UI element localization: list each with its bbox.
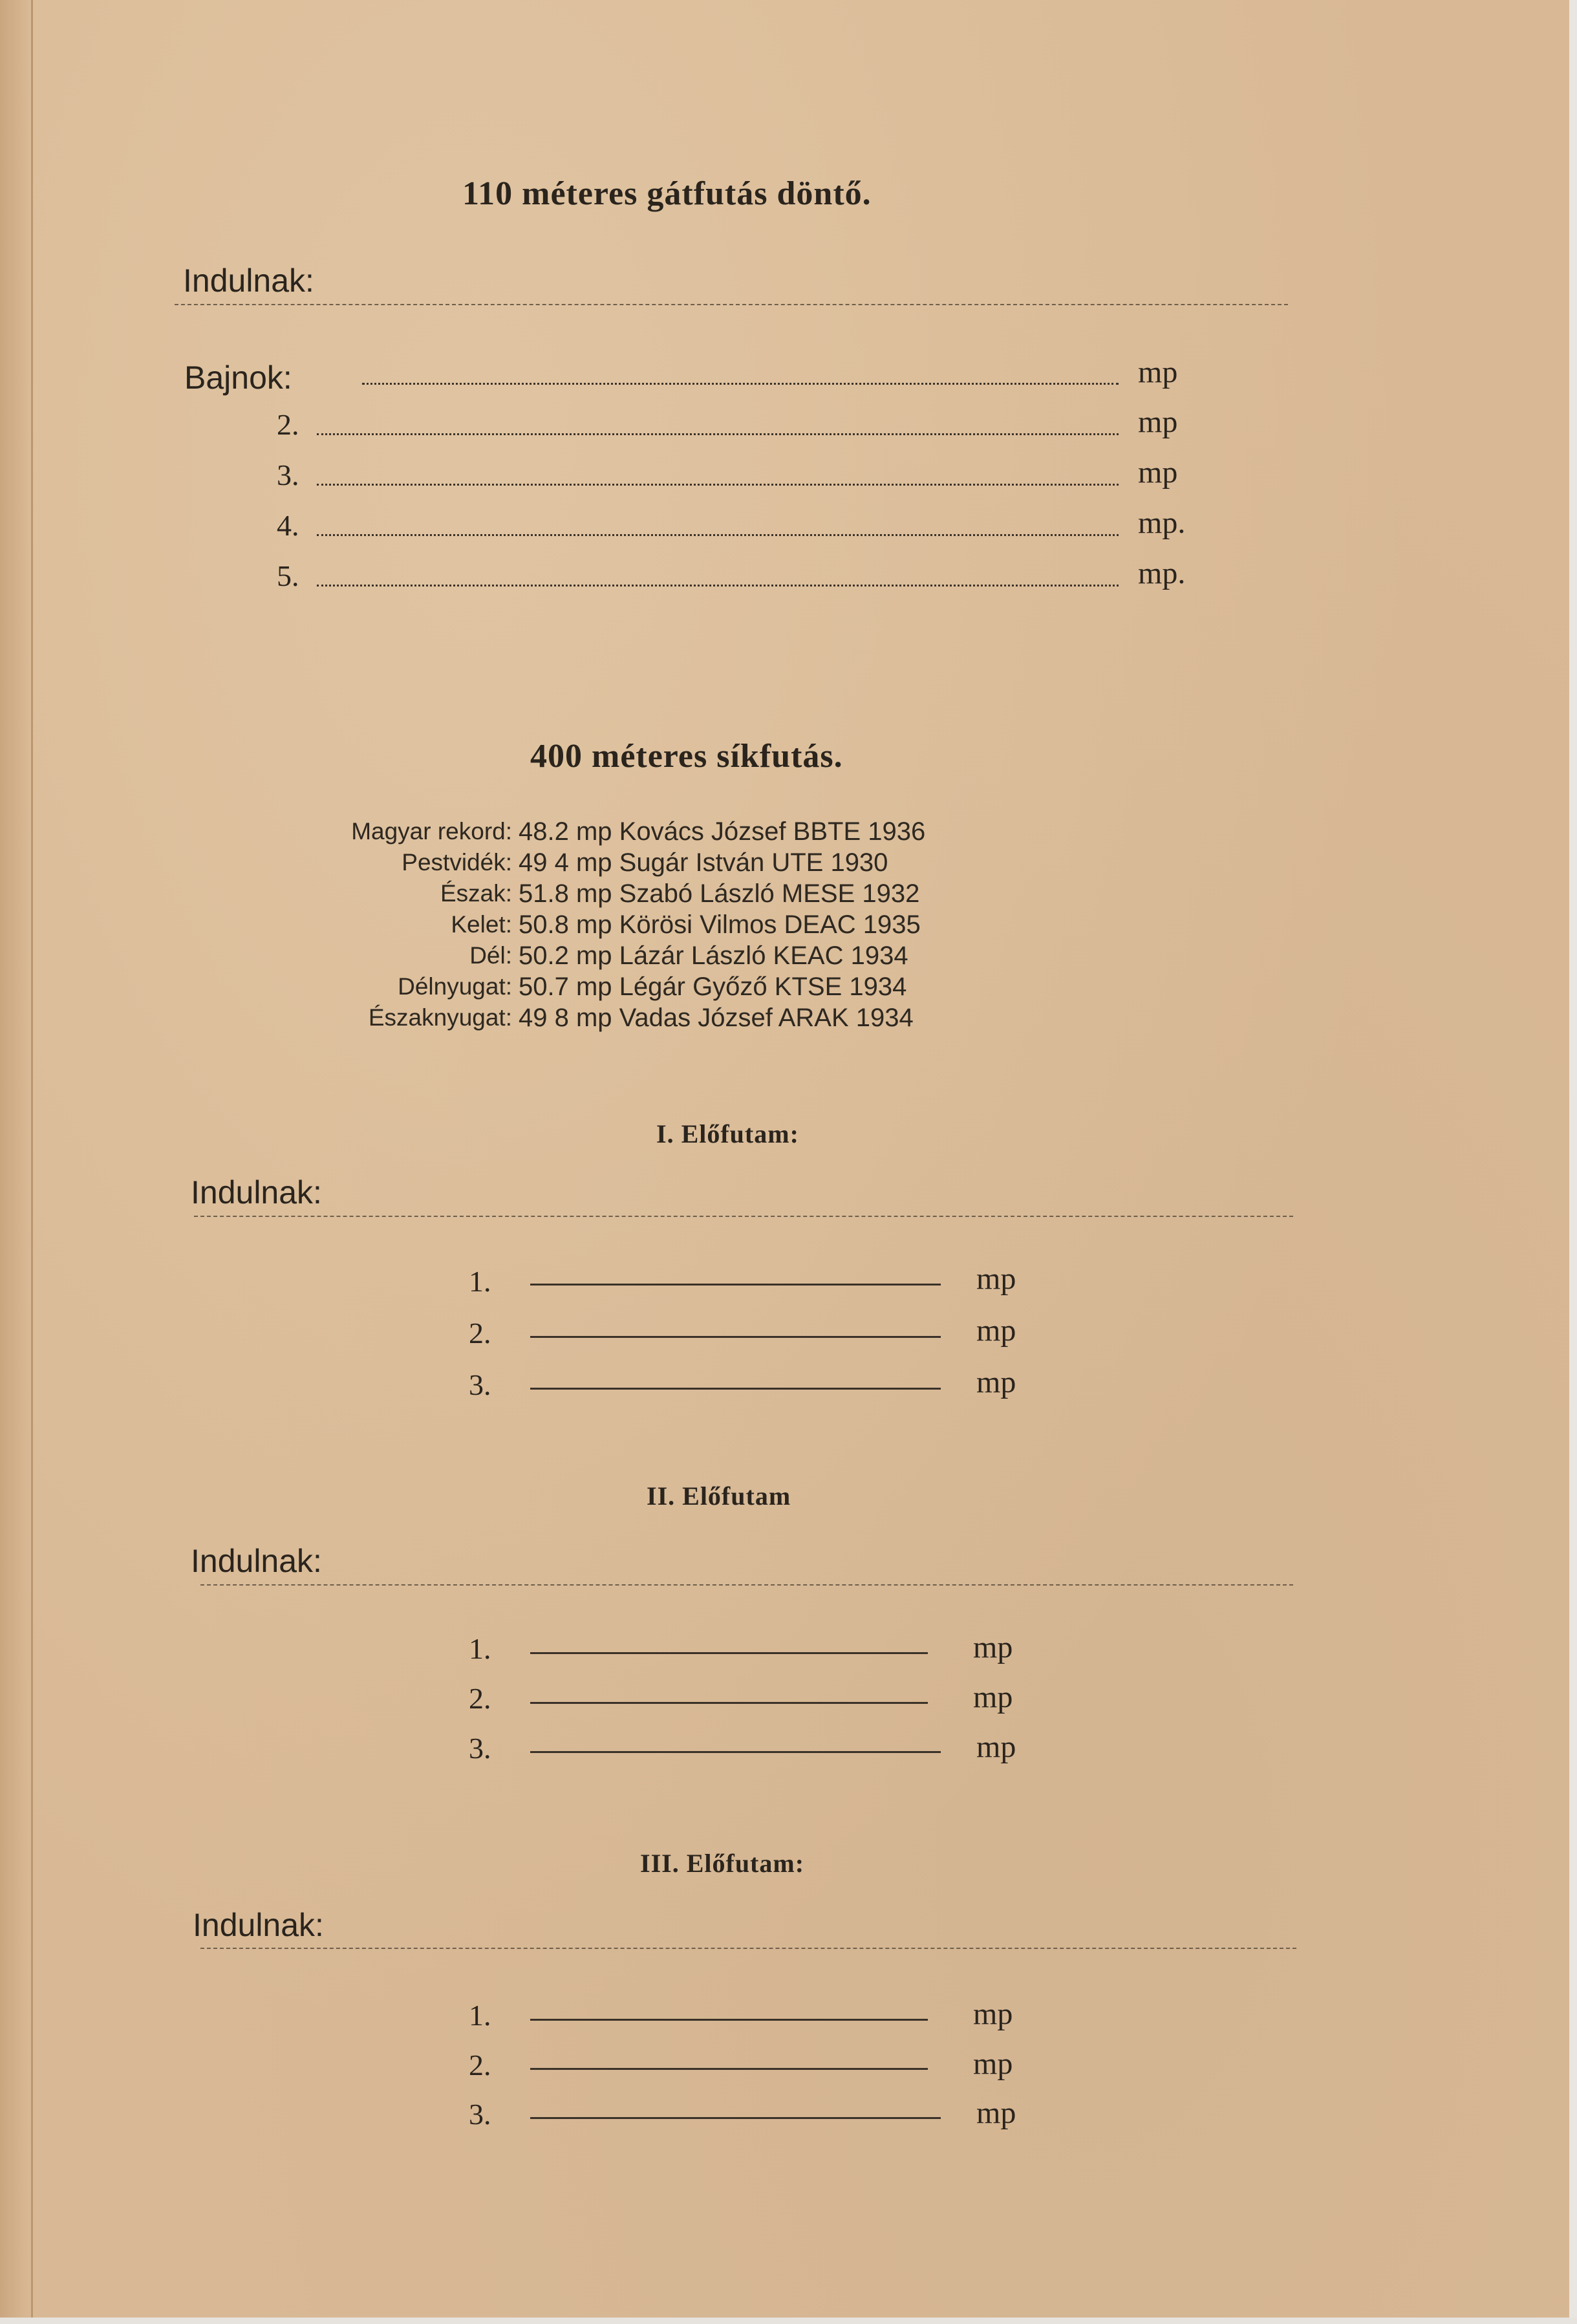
record-label: Magyar rekord: bbox=[351, 818, 512, 845]
hurdles-result-line-1[interactable] bbox=[362, 383, 1119, 385]
heat-1-place-3: 3. bbox=[469, 1368, 491, 1401]
hurdles-place-2: 2. bbox=[277, 408, 299, 441]
record-row bbox=[310, 847, 925, 878]
heat-3-result-line-2[interactable] bbox=[530, 2068, 928, 2070]
heat-2-unit-3: mp bbox=[976, 1730, 1016, 1764]
heat-1-unit-1: mp bbox=[976, 1262, 1016, 1296]
record-row bbox=[310, 940, 925, 971]
record-value: 51.8 mp Szabó László MESE 1932 bbox=[519, 879, 920, 908]
heat-2-unit-1: mp bbox=[973, 1630, 1013, 1664]
heat-1-place-1: 1. bbox=[469, 1265, 491, 1298]
hurdles-unit-2: mp bbox=[1138, 405, 1178, 439]
heat-3-unit-1: mp bbox=[973, 1997, 1013, 2031]
records-table bbox=[310, 816, 925, 1033]
record-label: Észak: bbox=[440, 880, 512, 907]
heat-1-result-line-1[interactable] bbox=[530, 1284, 941, 1286]
record-value: 50.2 mp Lázár László KEAC 1934 bbox=[519, 941, 908, 970]
heat-1-starters-line[interactable] bbox=[194, 1216, 1293, 1217]
heat-2-starters-label: Indulnak: bbox=[191, 1543, 322, 1579]
heat-3-place-1: 1. bbox=[469, 1999, 491, 2032]
record-label: Északnyugat: bbox=[368, 1004, 512, 1031]
heat-2-title: II. Előfutam bbox=[647, 1481, 791, 1511]
heat-1-result-line-3[interactable] bbox=[530, 1388, 941, 1390]
heat-3-unit-3: mp bbox=[976, 2096, 1016, 2130]
heat-1-place-2: 2. bbox=[469, 1317, 491, 1350]
record-row bbox=[310, 816, 925, 847]
heat-1-starters-label: Indulnak: bbox=[191, 1174, 322, 1210]
heat-2-result-line-2[interactable] bbox=[530, 1702, 928, 1704]
hurdles-unit-5: mp. bbox=[1138, 556, 1186, 590]
heat-1-unit-3: mp bbox=[976, 1365, 1016, 1399]
heat-3-unit-2: mp bbox=[973, 2047, 1013, 2081]
heat-1-result-line-2[interactable] bbox=[530, 1336, 941, 1338]
record-label: Dél: bbox=[469, 942, 512, 969]
heat-2-place-2: 2. bbox=[469, 1682, 491, 1715]
heat-3-result-line-1[interactable] bbox=[530, 2019, 928, 2021]
record-label: Pestvidék: bbox=[402, 849, 512, 876]
hurdles-unit-3: mp bbox=[1138, 455, 1178, 490]
hurdles-result-line-5[interactable] bbox=[317, 585, 1119, 586]
record-value: 48.2 mp Kovács József BBTE 1936 bbox=[519, 817, 926, 846]
heat-1-unit-2: mp bbox=[976, 1313, 1016, 1348]
heat-3-starters-label: Indulnak: bbox=[193, 1907, 324, 1943]
page-right-margin bbox=[1569, 0, 1577, 2324]
hurdles-result-line-3[interactable] bbox=[317, 484, 1119, 486]
heat-3-place-2: 2. bbox=[469, 2049, 491, 2082]
hurdles-place-3: 3. bbox=[277, 458, 299, 491]
heat-3-result-line-3[interactable] bbox=[530, 2117, 941, 2119]
record-row bbox=[310, 971, 925, 1002]
hurdles-place-5: 5. bbox=[277, 559, 299, 592]
record-value: 49 4 mp Sugár István UTE 1930 bbox=[519, 848, 888, 877]
record-value: 50.7 mp Légár Győző KTSE 1934 bbox=[519, 973, 907, 1001]
heat-1-title: I. Előfutam: bbox=[656, 1119, 799, 1148]
page-binding-edge bbox=[0, 0, 34, 2324]
heat-3-title: III. Előfutam: bbox=[640, 1849, 805, 1878]
record-label: Kelet: bbox=[451, 911, 512, 938]
sprint400-title: 400 méteres síkfutás. bbox=[530, 738, 843, 775]
hurdles-unit-4: mp. bbox=[1138, 506, 1186, 540]
record-row bbox=[310, 909, 925, 940]
heat-2-place-1: 1. bbox=[469, 1632, 491, 1665]
heat-2-unit-2: mp bbox=[973, 1680, 1013, 1714]
record-row bbox=[310, 878, 925, 909]
heat-2-result-line-3[interactable] bbox=[530, 1751, 941, 1753]
heat-2-result-line-1[interactable] bbox=[530, 1652, 928, 1654]
record-label: Délnyugat: bbox=[398, 973, 512, 1000]
hurdles-starters-label: Indulnak: bbox=[183, 263, 314, 299]
hurdles-result-line-4[interactable] bbox=[317, 534, 1119, 536]
hurdles-place-4: 4. bbox=[277, 509, 299, 542]
hurdles-result-line-2[interactable] bbox=[317, 433, 1119, 435]
heat-2-place-3: 3. bbox=[469, 1732, 491, 1765]
record-value: 49 8 mp Vadas József ARAK 1934 bbox=[519, 1004, 914, 1032]
hurdles-starters-line[interactable] bbox=[175, 304, 1288, 305]
record-value: 50.8 mp Körösi Vilmos DEAC 1935 bbox=[519, 910, 921, 939]
heat-3-starters-line[interactable] bbox=[200, 1948, 1296, 1949]
record-row bbox=[310, 1002, 925, 1033]
heat-3-place-3: 3. bbox=[469, 2098, 491, 2131]
page-bottom-margin bbox=[0, 2318, 1577, 2324]
hurdles-unit-1: mp bbox=[1138, 355, 1178, 389]
hurdles-title: 110 méteres gátfutás döntő. bbox=[462, 175, 872, 212]
heat-2-starters-line[interactable] bbox=[200, 1584, 1293, 1586]
hurdles-place-champion: Bajnok: bbox=[184, 360, 292, 396]
